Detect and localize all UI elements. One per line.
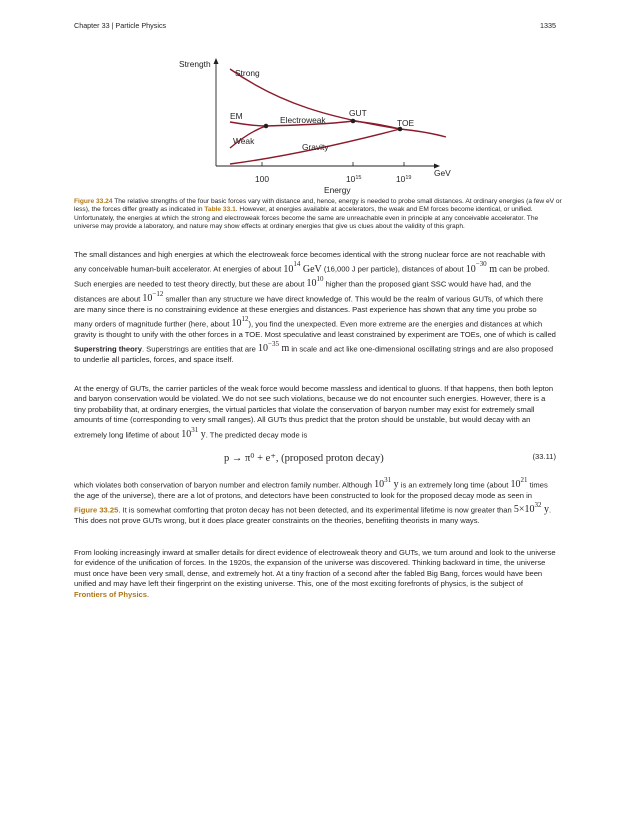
figure-33-25-link[interactable]: Figure 33.25 [74,505,119,515]
paragraph-1: The small distances and high energies at which the electroweak force becomes identical with the strong nuclear force are not reachable with any conceivable human-built accelerator. At energies of about $10^{14}$ GeV (16,000 J per particle), distances of about $10^{-30}$ m can be probed. Such energies are needed to test theory directly, but these are about $10^{10}$ higher than the proposed giant SSC would have had, and the distances are about $10^{-12}$ smaller than any structure we have direct knowledge of. This would be the realm of various GUTs, of which there are many since there is no constraining evidence at these energies and distances. Past experience has shown that any time you probe so many orders of magnitude further (here, about $10^{12}$), you find the unexpected. Even more extreme are the energies and distances at which gravity is thought to unify with the other forces in a TOE. Most speculative and least constrained by experiment are TOEs, one of which is called Superstring theory. Superstrings are entities that are $10^{-35}$ m in scale and act like one-dimensional oscillating strings and are also proposed to underlie all particles, forces, and space itself. [74,250,556,364]
em-label: EM [230,111,243,121]
tick-label-1e15 [346,174,361,184]
tick-1e15-base: 10 [346,174,356,184]
figure-caption [74,198,562,232]
x-axis-label: Energy [324,185,351,195]
superstring-theory-term: Superstring theory [74,344,142,354]
gut-label: GUT [349,108,367,118]
caption-label: Figure 33.24 [74,198,113,205]
weak-label: Weak [233,136,255,146]
tick-label-1e19 [396,174,411,184]
tick-1e19-base: 10 [396,174,406,184]
toe-curve [400,129,446,137]
toe-label: TOE [397,118,415,128]
y-axis-label: Strength [179,59,211,69]
caption-text-1: The relative strengths of the four basic forces vary with distance and, hence, energy is needed to probe small distances. At ordinary energies (a few eV or less), the forces differ greatly as indicated in [74,198,562,214]
force-strength-figure [150,52,470,198]
paragraph-3: which violates both conservation of baryon number and electron family number. Although $10^{31}$ y is an extremely long time (about $10^{21}$ times the age of the universe), there are a lot of protons, and detectors have been constructed to look for the proposed decay mode as seen in Figure 33.25. It is somewhat comforting that proton decay has not been detected, and its experimental lifetime is now greater than $5\times 10^{32}$ y. This does not prove GUTs wrong, but it does place greater constraints on the theories, benefiting theorists in many ways. [74,476,552,525]
chapter-header: Chapter 33 | Particle Physics [74,21,167,30]
proton-decay-equation: p → π⁰ + e⁺, (proposed proton decay) [224,453,384,464]
equation-number: (33.11) [532,452,556,461]
caption-text-2: . However, at energies available at accelerators, the weak and EM forces become identical, or unified. Unfortunately, the energies at which the strong and electroweak forces become the same are unreachable even in principle at any conceivable accelerator. The universe may provide a laboratory, and nature may show effects at ordinary energies that give us clues about the validity of this graph. [74,206,539,231]
y-axis-arrow [214,58,219,64]
strong-label: Strong [235,68,260,78]
electroweak-label: Electroweak [280,115,326,125]
gut-point [351,119,356,124]
electroweak-unification-point [264,124,269,129]
tick-1e15-exp: 15 [355,175,362,181]
em-curve [230,122,266,126]
frontiers-of-physics-link[interactable]: Frontiers of Physics [74,589,148,599]
tick-label-100: 100 [255,174,269,184]
paragraph-4: From looking increasingly inward at smaller details for direct evidence of electroweak theory and GUTs, we turn around and look to the universe for evidence of the unification of forces. In the 1920s, the expansion of the universe was discovered. Thinking backward in time, the universe must once have been very small, dense, and extremely hot. At a tiny fraction of a second after the fabled Big Bang, forces would have been unified and may have left their fingerprint on the existing universe. This, one of the most exciting forefronts of physics, is the subject of Frontiers of Physics. [74,548,556,599]
paragraph-2: At the energy of GUTs, the carrier particles of the weak force would become massless and identical to gluons. If that happens, then both lepton and baryon conservation would be violated. We do not see such violations, because we do not encounter such energies. However, there is a tiny probability that, at ordinary energies, the virtual particles that violate the conservation of baryon number may exist for extremely small amounts of time (corresponding to very small ranges). All GUTs thus predict that the proton should be unstable, but would decay with an extremely long lifetime of about $10^{31}$ y. The predicted decay mode is [74,384,554,440]
table-33-1-link[interactable]: Table 33.1 [204,206,236,214]
page-number: 1335 [540,21,556,30]
gravity-label: Gravity [302,142,329,152]
tick-1e19-exp: 19 [405,175,412,181]
x-unit-label: GeV [434,168,451,178]
